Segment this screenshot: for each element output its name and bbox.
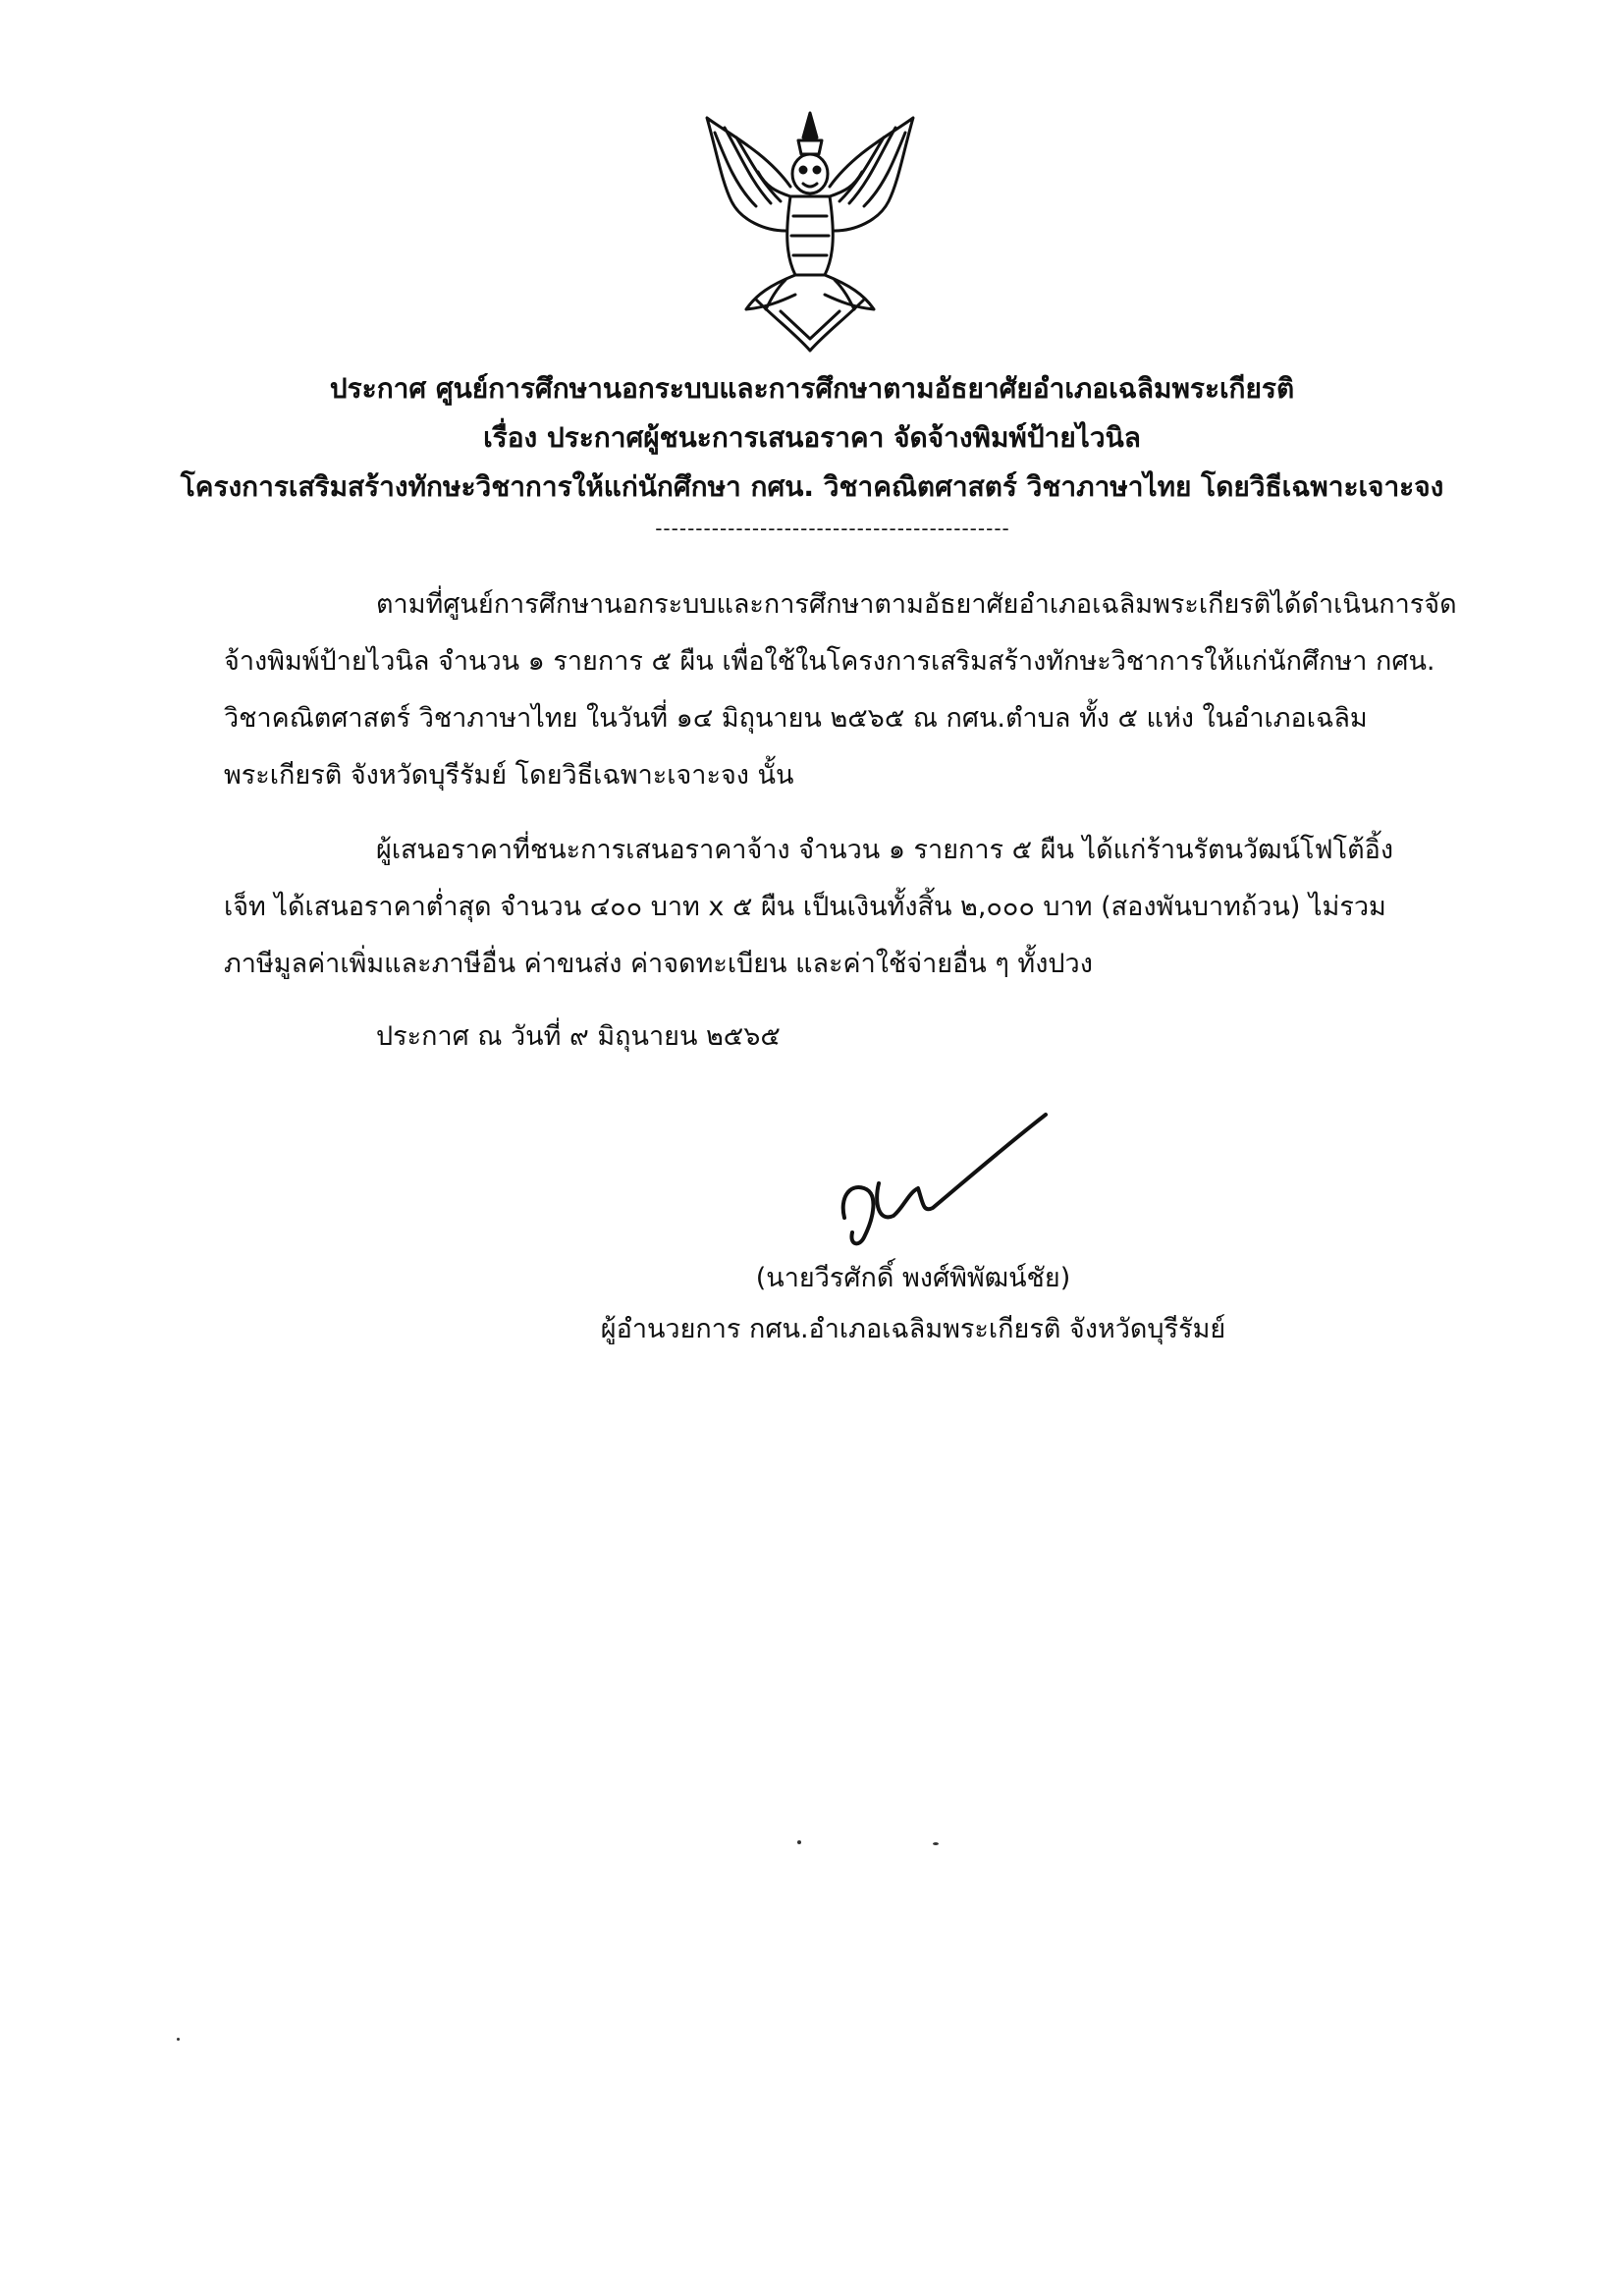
scan-speck xyxy=(933,1842,939,1845)
paragraph-2-line-1: ผู้เสนอราคาที่ชนะการเสนอราคาจ้าง จำนวน ๑ รายการ ๕ ผืน ได้แก่ร้านรัตนวัฒน์โฟโต้อิ้ง xyxy=(376,835,1394,865)
project-name: โครงการเสริมสร้างทักษะวิชาการให้แก่นักศึกษา กศน. วิชาคณิตศาสตร์ วิชาภาษาไทย โดยวิธีเฉพาะเจาะจง xyxy=(180,470,1444,503)
paragraph-2-line-3: ภาษีมูลค่าเพิ่มและภาษีอื่น ค่าขนส่ง ค่าจดทะเบียน และค่าใช้จ่ายอื่น ๆ ทั้งปวง xyxy=(224,949,1093,979)
announcement-subject: เรื่อง ประกาศผู้ชนะการเสนอราคา จัดจ้างพิมพ์ป้ายไวนิล xyxy=(483,421,1141,454)
scan-speck xyxy=(177,2038,180,2041)
paragraph-1-line-1: ตามที่ศูนย์การศึกษานอกระบบและการศึกษาตามอัธยาศัยอำเภอเฉลิมพระเกียรติได้ดำเนินการจัด xyxy=(376,589,1457,620)
scan-speck xyxy=(797,1840,801,1844)
announcement-title: ประกาศ ศูนย์การศึกษานอกระบบและการศึกษาตามอัธยาศัยอำเภอเฉลิมพระเกียรติ xyxy=(329,372,1295,405)
handwritten-signature xyxy=(825,1090,1060,1257)
paragraph-2-line-2: เจ็ท ได้เสนอราคาต่ำสุด จำนวน ๔๐๐ บาท x ๕ ผืน เป็นเงินทั้งสิ้น ๒,๐๐๐ บาท (สองพันบาทถ้วน) ไม่รวม xyxy=(224,892,1386,922)
separator-line: -------------------------------------------- xyxy=(655,517,1010,540)
paragraph-1-line-2: จ้างพิมพ์ป้ายไวนิล จำนวน ๑ รายการ ๕ ผืน เพื่อใช้ในโครงการเสริมสร้างทักษะวิชาการให้แก่นักศึกษา กศน. xyxy=(224,646,1435,677)
announcement-date: ประกาศ ณ วันที่ ๙ มิถุนายน ๒๕๖๕ xyxy=(376,1021,781,1052)
signer-name: (นายวีรศักดิ์ พงศ์พิพัฒน์ชัย) xyxy=(755,1263,1071,1293)
garuda-emblem-icon xyxy=(687,93,933,358)
paragraph-1-line-4: พระเกียรติ จังหวัดบุรีรัมย์ โดยวิธีเฉพาะเจาะจง นั้น xyxy=(224,760,794,791)
signer-title: ผู้อำนวยการ กศน.อำเภอเฉลิมพระเกียรติ จังหวัดบุรีรัมย์ xyxy=(600,1314,1226,1344)
paragraph-1-line-3: วิชาคณิตศาสตร์ วิชาภาษาไทย ในวันที่ ๑๔ มิถุนายน ๒๕๖๕ ณ กศน.ตำบล ทั้ง ๕ แห่ง ในอำเภอเฉลิม xyxy=(224,703,1368,734)
